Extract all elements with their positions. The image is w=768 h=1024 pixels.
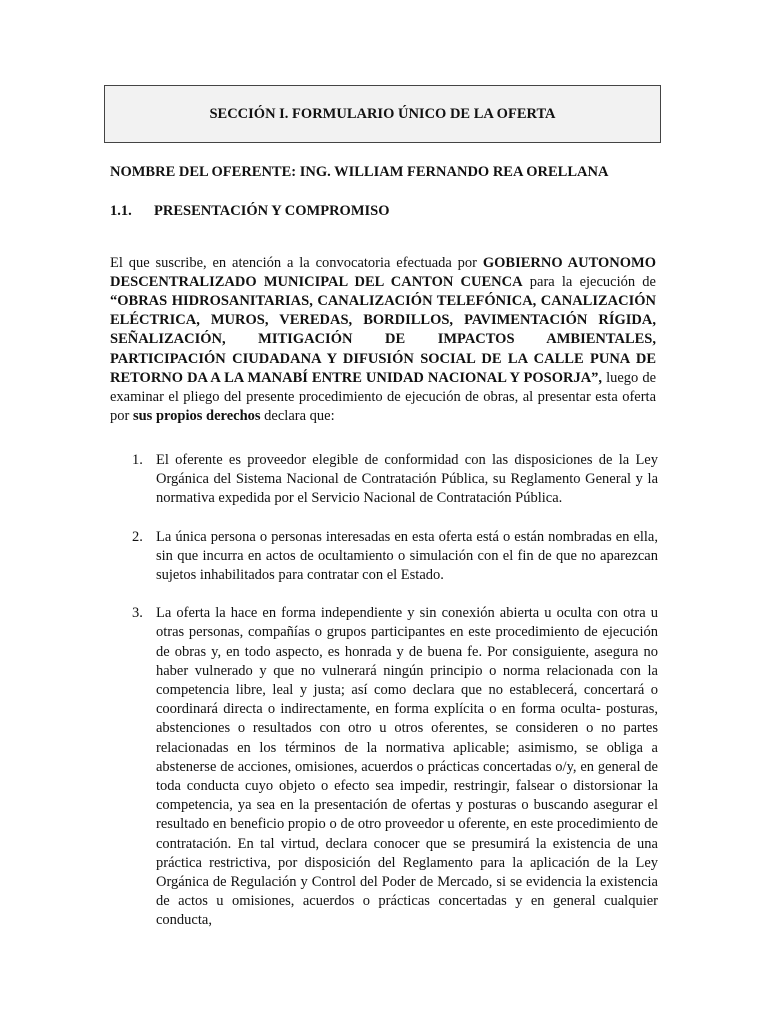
declaration-list: [110, 451, 658, 931]
subsection-title: PRESENTACIÓN Y COMPROMISO: [154, 203, 390, 219]
subsection-heading: [110, 203, 670, 220]
list-item-text: La única persona o personas interesadas en esta oferta está o están nombradas en ella, sin que incurra en actos de ocultamiento o simulación con el fin de que no aparezcan sujetos inhabilitados para contratar con el Estado.: [156, 528, 658, 584]
list-item: [110, 528, 658, 586]
section-title-box: [104, 85, 661, 143]
list-item-number: 2.: [132, 528, 143, 545]
intro-text-2: para la ejecución de: [522, 273, 656, 290]
contracting-entity: GOBIERNO AUTONOMO DESCENTRALIZADO MUNICIPAL DEL CANTON CUENCA: [110, 254, 656, 290]
list-item: [110, 604, 658, 930]
own-rights: sus propios derechos: [132, 408, 261, 425]
intro-text-4: declara que:: [260, 408, 335, 425]
list-item-text: El oferente es proveedor elegible de conformidad con las disposiciones de la Ley Orgánica del Sistema Nacional de Contratación Pública, su Reglamento General y la normativa expedida por el Servicio Nacional de Contratación Pública.: [156, 452, 658, 507]
intro-text-3: luego de examinar el pliego del presente procedimiento de ejecución de obras, al presentar esta oferta por: [110, 369, 657, 425]
project-name: “OBRAS HIDROSANITARIAS, CANALIZACIÓN TELEFÓNICA, CANALIZACIÓN ELÉCTRICA, MUROS, VEREDAS, BORDILLOS, PAVIMENTACIÓN RÍGIDA, SEÑALIZACIÓN, MITIGACIÓN DE IMPACTOS AMBIENTALES, PARTICIPACIÓN CIUDADANA Y DIFUSIÓN SOCIAL DE LA CALLE PUNA DE RETORNO DA A LA MANABÍ ENTRE UNIDAD NACIONAL Y POSORJA”,: [110, 292, 656, 386]
section-title: SECCIÓN I. FORMULARIO ÚNICO DE LA OFERTA: [209, 105, 556, 122]
list-item: [110, 451, 658, 509]
subsection-number: 1.1.: [110, 203, 132, 219]
list-item-number: 1.: [132, 452, 143, 468]
intro-paragraph: [110, 254, 656, 427]
intro-text-1: El que suscribe, en atención a la convocatoria efectuada por: [110, 254, 483, 271]
list-item-text: La oferta la hace en forma independiente y sin conexión abierta u oculta con otra u otras personas, compañías o grupos participantes en este procedimiento de ejecución de obras y, en todo aspecto, es honrada y de buena fe. Por consiguiente, asegura no haber vulnerado y que no vulnerará ningún principio o norma relacionada con la competencia libre, leal y justa; así como declara que no establecerá, concertará o coordinará directa o indirectamente, en forma explícita o en forma oculta- posturas, abstenciones o resultados con otro u otros oferentes, se consideren o no partes relacionadas en los términos de la normativa aplicable; asimismo, se obliga a abstenerse de acciones, omisiones, acuerdos o prácticas concertadas o/y, en general de toda conducta cuyo objeto o efecto sea impedir, restringir, falsear o distorsionar la competencia, ya sea en la presentación de ofertas y posturas o buscando asegurar el resultado en beneficio propio o de otro proveedor u oferente, en este procedimiento de contratación. En tal virtud, declara conocer que se presumirá la existencia de una práctica restrictiva, por disposición del Reglamento para la aplicación de la Ley Orgánica de Regulación y Control del Poder de Mercado, si se evidencia la existencia de actos u omisiones, acuerdos o prácticas concertadas y en general cualquier conducta,: [156, 605, 658, 929]
list-item-number: 3.: [132, 605, 143, 622]
bidder-name: NOMBRE DEL OFERENTE: ING. WILLIAM FERNANDO REA ORELLANA: [110, 164, 609, 180]
